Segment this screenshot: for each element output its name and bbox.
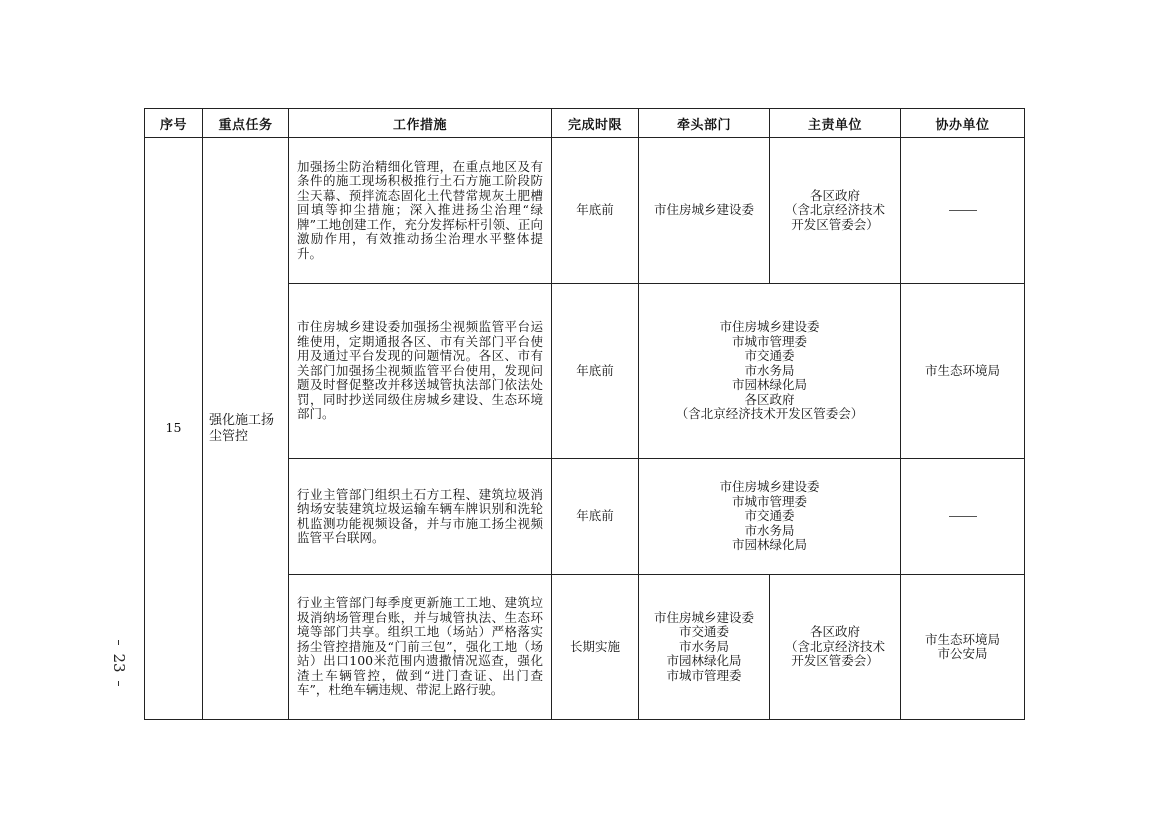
dept-line: 市住房城乡建设委 (719, 479, 820, 495)
page-number (108, 640, 130, 686)
lead-dept (639, 575, 770, 720)
measure-text: 行业主管部门组织土石方工程、建筑垃圾消纳场安装建筑垃圾运输车辆车牌识别和洗轮机监测功能视频设备，并与市施工扬尘视频监管平台联网。 (289, 459, 552, 575)
header-task: 重点任务 (203, 109, 289, 138)
header-lead-dept: 牵头部门 (639, 109, 770, 138)
header-deadline: 完成时限 (552, 109, 639, 138)
responsible-line: （含北京经济技术 (784, 638, 885, 654)
dept-line: 市住房城乡建设委 (719, 319, 820, 335)
dept-line: 市园林绿化局 (666, 653, 742, 669)
responsible-line: 各区政府 (809, 624, 860, 640)
page-number-dash (119, 640, 120, 645)
dept-line: 市园林绿化局 (731, 377, 807, 393)
dept-line: 市水务局 (678, 638, 729, 654)
dept-line: 市城市管理委 (731, 333, 807, 349)
deadline: 年底前 (552, 459, 639, 575)
assist-unit (901, 459, 1025, 575)
dept-line: 市交通委 (744, 348, 795, 364)
measure-text: 行业主管部门每季度更新施工工地、建筑垃圾消纳场管理台账，并与城管执法、生态环境等部门共享。组织工地（场站）严格落实扬尘管控措施及“门前三包”，强化工地（场站）出口100米范围内遗撒情况巡查，强化渣土车辆管控，做到“进门查证、出门查车”，杜绝车辆违规、带泥上路行驶。 (289, 575, 552, 720)
lead-responsible-merged (639, 284, 901, 459)
dept-line: 市住房城乡建设委 (653, 609, 754, 625)
assist-unit (901, 575, 1025, 720)
dept-line: 市水务局 (744, 522, 795, 538)
responsible-line: 开发区管委会） (791, 216, 879, 232)
table-row (145, 138, 1025, 284)
assist-line: 市公安局 (937, 646, 988, 661)
responsible-unit (770, 138, 901, 284)
task-name: 强化施工扬尘管控 (203, 138, 289, 720)
page-number-text: 23 (110, 653, 128, 673)
dept-line: 各区政府 (744, 391, 795, 407)
dept-line: 市城市管理委 (731, 493, 807, 509)
none-dash (949, 516, 977, 517)
none-dash (949, 210, 977, 211)
dept-line: 市园林绿化局 (731, 537, 807, 553)
assist-line: 市生态环境局 (924, 631, 1000, 647)
responsible-unit (770, 575, 901, 720)
dept-line: 市交通委 (678, 624, 729, 640)
page-number-dash (119, 681, 120, 686)
header-measure: 工作措施 (289, 109, 552, 138)
measure-text: 加强扬尘防治精细化管理，在重点地区及有条件的施工现场积极推行土石方施工阶段防尘天幕、预拌流态固化土代替常规灰土肥槽回填等抑尘措施；深入推进扬尘治理“绿牌”工地创建工作，充分发挥标杆引领、正向激励作用，有效推动扬尘治理水平整体提升。 (289, 138, 552, 284)
dept-line: 市水务局 (744, 362, 795, 378)
responsible-line: 各区政府 (809, 187, 860, 203)
lead-dept: 市住房城乡建设委 (639, 138, 770, 284)
header-assist-unit: 协办单位 (901, 109, 1025, 138)
measure-text: 市住房城乡建设委加强扬尘视频监管平台运维使用，定期通报各区、市有关部门平台使用及通过平台发现的问题情况。各区、市有关部门加强扬尘视频监管平台使用，发现问题及时督促整改并移送城管执法部门依法处罚，同时抄送同级住房城乡建设、生态环境部门。 (289, 284, 552, 459)
header-index: 序号 (145, 109, 203, 138)
assist-unit: 市生态环境局 (901, 284, 1025, 459)
dept-line: （含北京经济技术开发区管委会） (675, 406, 864, 422)
lead-responsible-merged (639, 459, 901, 575)
header-responsible-unit: 主责单位 (770, 109, 901, 138)
task-table (144, 108, 1025, 720)
assist-unit (901, 138, 1025, 284)
responsible-line: （含北京经济技术 (784, 202, 885, 218)
deadline: 年底前 (552, 284, 639, 459)
deadline: 长期实施 (552, 575, 639, 720)
dept-line: 市交通委 (744, 508, 795, 524)
task-index: 15 (145, 138, 203, 720)
responsible-line: 开发区管委会） (791, 653, 879, 669)
header-row (145, 109, 1025, 138)
dept-line: 市城市管理委 (666, 667, 742, 683)
deadline: 年底前 (552, 138, 639, 284)
